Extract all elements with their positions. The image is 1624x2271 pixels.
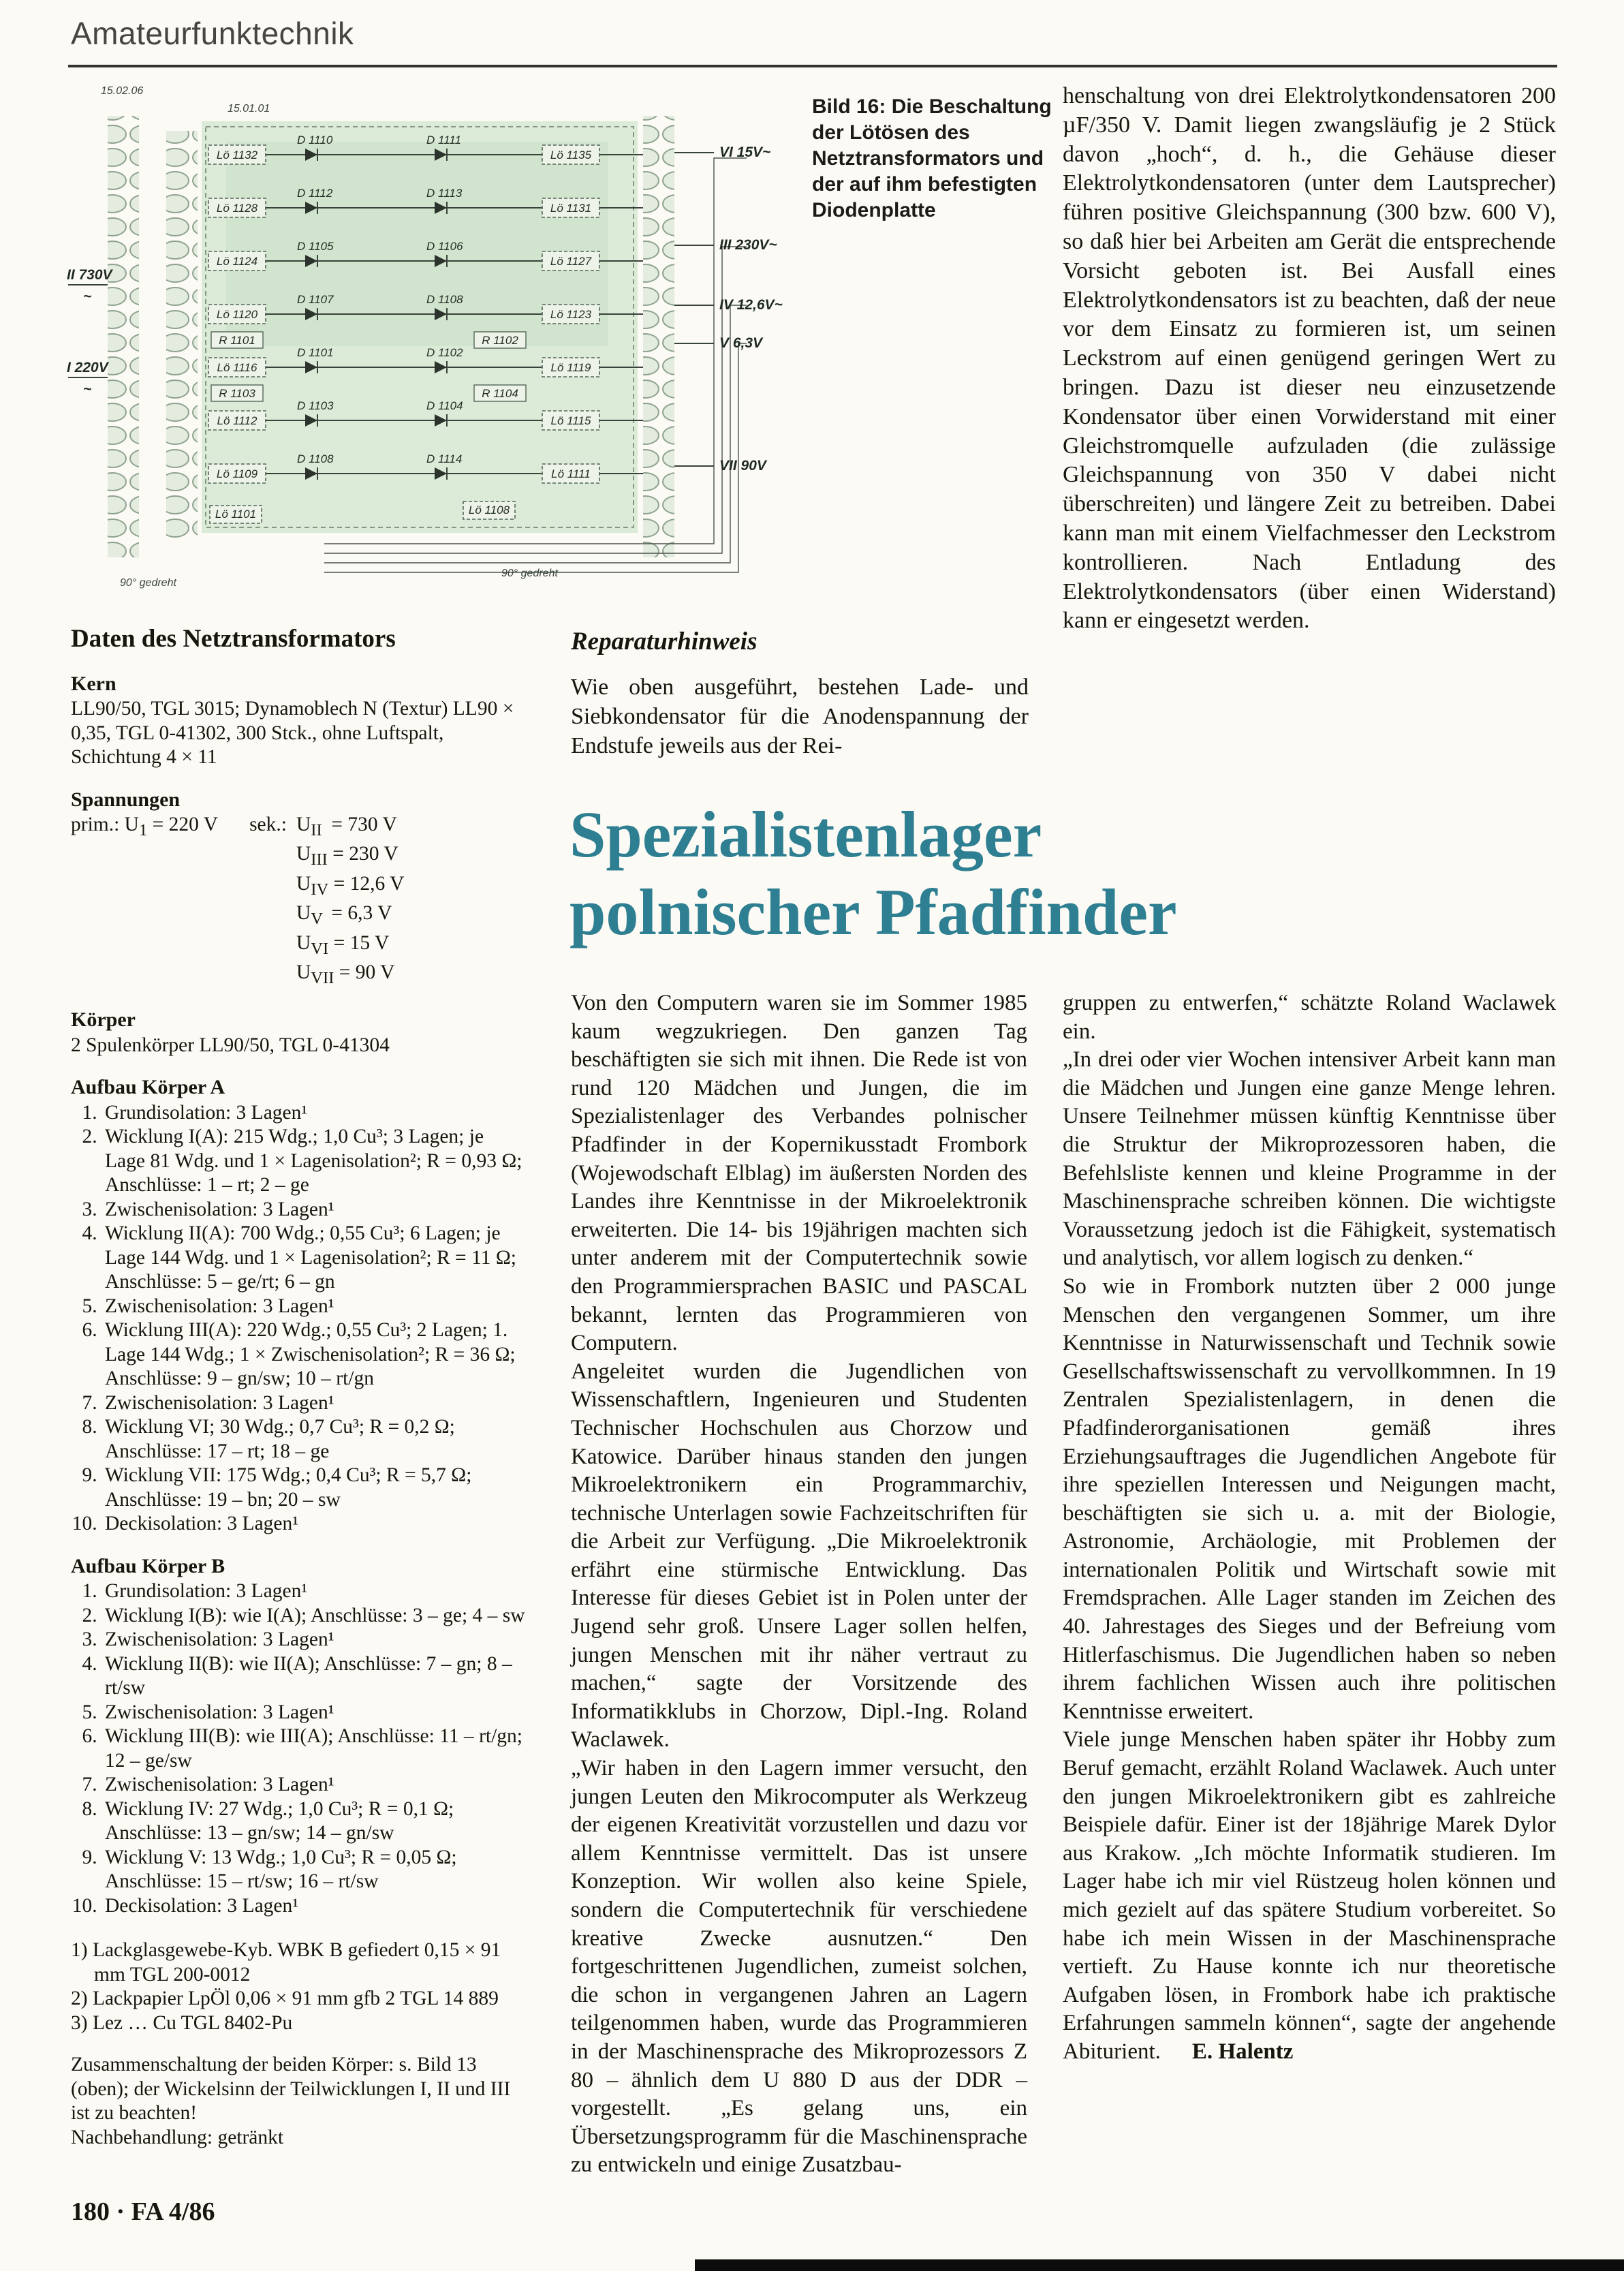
terminal-tilde: ~ [83,289,92,305]
aufbau-a-heading: Aufbau Körper A [71,1076,225,1099]
diode-label: D 1113 [426,187,463,200]
lug-label: Lö 1120 [216,308,258,321]
lug-label: Lö 1115 [550,414,591,427]
repair-heading: Reparaturhinweis [571,628,758,655]
article-column-right [1063,989,1556,2067]
resistor-label: R 1101 [219,334,255,347]
diode-label: D 1114 [426,452,463,465]
terminal-label: I 220V [67,360,108,375]
prim-sub: 1 [138,820,148,839]
sek-row: $U_V = 6,3$ V [296,902,392,929]
list-item: 3. Zwischenisolation: 3 Lagen¹ [102,1628,529,1652]
lug-label: Lö 1119 [550,361,591,374]
diode-label: D 1102 [426,346,463,359]
terminal-label: VII 90V [719,458,766,474]
sek-row: $U_{VI} = 15$ V [296,931,390,958]
resistor-label: R 1102 [482,334,518,347]
lug-label: Lö 1101 [215,508,257,521]
terminal-tilde: ~ [83,382,92,397]
winding-strip-left-inner [166,131,198,540]
lug-label: Lö 1123 [550,308,592,321]
sek-prefix: sek.: [249,814,287,835]
list-item: 5. Zwischenisolation: 3 Lagen¹ [102,1701,529,1725]
sek-row: $U_{II} = 730$ V [296,814,397,839]
winding-strip-left-outer [108,116,139,557]
schematic-svg [65,76,801,628]
prim-value: = 220 V [147,814,219,835]
author-credit: E. Halentz [1191,2039,1294,2064]
list-item: 1. Grundisolation: 3 Lagen¹ [102,1579,529,1604]
list-item: 1. Grundisolation: 3 Lagen¹ [102,1101,529,1126]
diode-label: D 1110 [297,134,333,146]
footnotes [71,1938,529,2035]
figure-caption: Bild 16: Die Beschaltung der Lötösen des Netztransformators und der auf ihm befestigten Diodenplatte [812,95,1052,221]
body-paragraph: „Wir haben in den Lagern immer versucht, den jungen Leuten den Mikrocomputer als Werkzeug der eigenen Kreativität vorzustellen und dazu vor allem Kenntnisse vermittelt. Das ist unsere Konzeption. Wir wollen also keine Spiele, sondern die Computertechnik für verschiedene kreative Zwecke ausnutzen.“ Den fortgeschrittenen Jugendlichen, zumeist solchen, die schon in vergangenen Jahren an Lagern teilgenommen haben, wurde das Programmieren in der Maschinensprache des Mikroprozessors Z 80 – ähnlich dem U 880 D aus der DDR – vorgestellt. „Es gelang uns, ein Übersetzungsprogramm für die Maschinensprache zu entwickeln und einige Zusatzbau- [571,1756,1027,2178]
list-item: 6. Wicklung III(B): wie III(A); Anschlüsse: 11 – rt/gn; 12 – ge/sw [102,1725,529,1773]
lug-label: Lö 1131 [550,202,592,215]
lug-label: Lö 1128 [216,202,258,215]
resistor-label: R 1103 [219,387,255,400]
lug-label: Lö 1109 [216,467,258,480]
terminal-label: V 6,3V [719,335,763,351]
headline-line1: Spezialistenlager [569,798,1042,871]
list-item: 7. Zwischenisolation: 3 Lagen¹ [102,1391,529,1416]
page-footer: 180 · FA 4/86 [71,2197,215,2226]
lug-label: Lö 1108 [468,504,510,516]
list-item: 3. Zwischenisolation: 3 Lagen¹ [102,1198,529,1222]
transformer-data-section [71,627,529,2150]
diode-label: D 1106 [426,240,463,253]
aufbau-b-heading: Aufbau Körper B [71,1554,225,1577]
body-paragraph: So wie in Frombork nutzten über 2 000 junge Menschen den vergangenen Sommer, um ihre Kenntnisse in Naturwissenschaft und Technik sowie Gesellschaftswissenschaft zu vervollkommnen. In 19 Zentralen Spezialistenlagern, in denen die Pfadfinderorganisationen gemäß ihres Erziehungsauftrages die Jugendlichen Angebote für ihre speziellen Interessen und Neigungen macht, beschäftigten sie sich u. a. mit der Biologie, Astronomie, Archäologie, mit Problemen der internationalen Politik und Wirtschaft sowie mit Fremdsprachen. Alle Lager standen im Zeichen des 40. Jahrestages des Sieges und der Befreiung vom Hitlerfaschismus. Die Jugendlichen haben so neben ihrem fachlichen Wissen auch ihre politischen Kenntnisse erweitert. [1063,1273,1556,1724]
list-item: 10. Deckisolation: 3 Lagen¹ [102,1894,529,1919]
rotation-note-left: 90° gedreht [120,577,176,589]
article-column-middle [571,989,1027,2180]
terminal-label: VI 15V~ [719,144,771,160]
figure-schematic [65,76,801,628]
sek-rows [296,813,404,990]
page-title: Amateurfunktechnik [71,16,354,51]
terminal-label: IV 12,6V~ [719,297,783,313]
note: Nachbehandlung: getränkt [71,2126,284,2148]
diode-label: D 1111 [426,134,462,146]
footnote: 1) Lackglasgewebe-Kyb. WBK B gefiedert 0,15 × 91 mm TGL 200-0012 [71,1939,501,1986]
list-item: 2. Wicklung I(A): 215 Wdg.; 1,0 Cu³; 3 Lagen; je Lage 81 Wdg. und 1 × Lagenisolation²; R = 0,93 Ω; Anschlüsse: 1 – rt; 2 – ge [102,1125,529,1198]
footnote: 3) Lez … Cu TGL 8402-Pu [71,2011,293,2034]
spannungen-heading: Spannungen [71,788,181,811]
header-rule [68,65,1557,67]
kern-text: LL90/50, TGL 3015; Dynamoblech N (Textur) LL90 × 0,35, TGL 0-41302, 300 Stck., ohne Luftspalt, Schichtung 4 × 11 [71,698,514,768]
rotation-note-right: 90° gedreht [501,568,558,579]
list-item: 8. Wicklung VI; 30 Wdg.; 0,7 Cu³; R = 0,2 Ω; Anschlüsse: 17 – rt; 18 – ge [102,1415,529,1464]
figure-date-top: 15.02.06 [101,85,144,97]
scan-artifact [695,2259,1624,2271]
lug-label: Lö 1132 [216,149,258,161]
koerper-text: 2 Spulenkörper LL90/50, TGL 0-41304 [71,1034,390,1056]
aufbau-b-list [71,1579,529,1918]
body-paragraph: Von den Computern waren sie im Sommer 1985 kaum wegzukriegen. Den ganzen Tag beschäftigten sie sich mit ihnen. Die Rede ist von rund 120 Mädchen und Jungen, die im Spezialistenlager des Verbandes polnischer Pfadfinder in der Kopernikusstadt Frombork (Wojewodschaft Elblag) im äußersten Norden des Landes ihre Kenntnisse in der Mikroelektronik erweiterten. Die 14- bis 19jährigen machten sich unter anderem mit der Computertechnik sowie den Programmiersprachen BASIC und PASCAL bekannt, lernten das Programmieren von Computern. [571,991,1027,1356]
list-item: 5. Zwischenisolation: 3 Lagen¹ [102,1295,529,1319]
article-headline [569,796,1177,951]
diode-label: D 1101 [297,346,334,359]
figure-date-inner: 15.01.01 [228,103,270,114]
diode-label: D 1108 [426,293,463,306]
koerper-heading: Körper [71,1008,136,1032]
headline-line2: polnischer Pfadfinder [569,876,1177,948]
sek-row: $U_{VII} = 90$ V [296,961,395,987]
diode-label: D 1104 [426,399,463,412]
kern-heading: Kern [71,672,116,695]
note: Zusammenschaltung der beiden Körper: s. Bild 13 (oben); der Wickelsinn der Teilwicklungen I, II und III ist zu beachten! [71,2054,511,2125]
body-paragraph: Angeleitet wurden die Jugendlichen von Wissenschaftlern, Ingenieuren und Studenten Technischer Hochschulen aus Chorzow und Katowice. Darüber hinaus standen den jungen Mikroelektronikern ein Programmarchiv, technische Unterlagen sowie Fachzeitschriften für die Arbeit zur Verfügung. „Die Mikroelektronik erfährt eine stürmische Entwicklung. Das Interesse für dieses Gebiet ist in Polen unter der Jugend sehr groß. Unsere Lager sollen helfen, jungen Menschen mit ihr näher vertraut zu machen,“ sagte der Vorsitzende des Informatikklubs in Chorzow, Dipl.-Ing. Roland Waclawek. [571,1359,1027,1752]
body-paragraph [1063,1726,1556,2066]
continuation-column [1063,82,1556,636]
body-paragraph: gruppen zu entwerfen,“ schätzte Roland Waclawek ein. [1063,991,1556,1044]
list-item: 9. Wicklung V: 13 Wdg.; 1,0 Cu³; R = 0,05 Ω; Anschlüsse: 15 – rt/sw; 16 – rt/sw [102,1846,529,1894]
terminal-label: III 230V~ [719,237,777,253]
list-item: 8. Wicklung IV: 27 Wdg.; 1,0 Cu³; R = 0,1 Ω; Anschlüsse: 13 – gn/sw; 14 – gn/sw [102,1797,529,1846]
list-item: 4. Wicklung II(B): wie II(A); Anschlüsse: 7 – gn; 8 – rt/sw [102,1652,529,1701]
list-item: 6. Wicklung III(A): 220 Wdg.; 0,55 Cu³; 2 Lagen; 1. Lage 144 Wdg.; 1 × Zwischenisolation²; R = 36 Ω; Anschlüsse: 9 – gn/sw; 10 – rt/gn [102,1318,529,1391]
diode-label: D 1112 [297,187,333,200]
resistor-label: R 1104 [482,387,518,400]
spannungen-block [71,813,529,990]
sek-row: $U_{IV} = 12,6$ V [296,872,405,899]
repair-paragraph: Wie oben ausgeführt, bestehen Lade- und Siebkondensator für die Anodenspannung der Endstufe jeweils aus der Rei- [571,675,1029,758]
lug-label: Lö 1127 [550,255,592,268]
lug-label: Lö 1116 [217,361,257,374]
prim-base: prim.: U [71,814,139,835]
list-item: 9. Wicklung VII: 175 Wdg.; 0,4 Cu³; R = 5,7 Ω; Anschlüsse: 19 – bn; 20 – sw [102,1464,529,1512]
diode-label: D 1107 [297,293,334,306]
list-item: 10. Deckisolation: 3 Lagen¹ [102,1512,529,1536]
sek-voltages [249,813,404,990]
body-paragraph: „In drei oder vier Wochen intensiver Arbeit kann man die Mädchen und Jungen eine ganze Menge lehren. Unsere Teilnehmer müssen künftig Kenntnisse über die Struktur der Mikroprozessoren haben, die Befehlsliste kennen und kleine Programme in der Maschinensprache schreiben können. Die wichtigste Voraussetzung jedoch ist die Fähigkeit, systematisch und analytisch, vor allem logisch zu denken.“ [1063,1047,1556,1271]
list-item: 4. Wicklung II(A): 700 Wdg.; 0,55 Cu³; 6 Lagen; je Lage 144 Wdg. und 1 × Lagenisolation²; R = 11 Ω; Anschlüsse: 5 – ge/rt; 6 – gn [102,1222,529,1295]
closing-paragraph: Viele junge Menschen haben später ihr Hobby zum Beruf gemacht, erzählt Roland Waclawek. Auch unter den jungen Mikroelektronikern gibt es zahlreiche Beispiele dafür. Einer ist der 18jährige Marek Dylor aus Krakow. „Ich möchte Informatik studieren. Im Lager habe ich mir viel Rüstzeug holen können und mich gezielt auf das spätere Studium vorbereitet. So habe ich mein Wissen in der Maschinensprache vertieft. Zu Hause konnte ich nur theoretische Aufgaben lösen, in Frombork habe ich praktische Erfahrungen sammeln können“, sagte der angehende Abiturient. [1063,1727,1556,2064]
data-title: Daten des Netztransformators [71,625,396,653]
list-item: 7. Zwischenisolation: 3 Lagen¹ [102,1773,529,1797]
prim-voltage [71,813,218,990]
aufbau-a-list [71,1101,529,1536]
list-item: 2. Wicklung I(B): wie I(A); Anschlüsse: 3 – ge; 4 – sw [102,1604,529,1628]
diode-label: D 1103 [297,399,334,412]
footnote: 2) Lackpapier LpÖl 0,06 × 91 mm gfb 2 TGL 14 889 [71,1988,499,2010]
endnotes [71,2053,529,2150]
winding-strip-right [643,116,674,557]
lug-label: Lö 1124 [216,255,258,268]
sek-row: $U_{III} = 230$ V [296,843,399,869]
diode-label: D 1108 [297,452,334,465]
terminal-label: II 730V [67,267,112,283]
lug-label: Lö 1135 [550,149,592,161]
lug-label: Lö 1111 [551,467,591,480]
body-paragraph: henschaltung von drei Elektrolytkondensatoren 200 µF/350 V. Damit liegen zwangsläufig je 2 Stück davon „hoch“, d. h., die Gehäuse dieser Elektrolytkondensatoren (unter dem Lautsprecher) führen positive Gleichspannung (300 bzw. 600 V), so daß hier bei Arbeiten am Gerät die entsprechende Vorsicht geboten ist. Bei Ausfall eines Elektrolytkondensators ist zu beachten, daß der neue vor dem Einsatz zu formieren ist, um seinen Leckstrom auf einen genügend geringen Wert zu bringen. Dazu ist dieser neu einzusetzende Kondensator über einen Vorwiderstand mit einer Gleichstromquelle aufzuladen (die zulässige Gleichspannung von 350 V dabei nicht überschreiten) und längere Zeit zu betreiben. Dabei kann man mit einem Vielfachmesser den Leckstrom kontrollieren. Nach Entladung des Elektrolytkondensators (über einen Widerstand) kann er eingesetzt werden. [1063,83,1556,634]
diode-label: D 1105 [297,240,334,253]
lug-label: Lö 1112 [217,414,257,427]
